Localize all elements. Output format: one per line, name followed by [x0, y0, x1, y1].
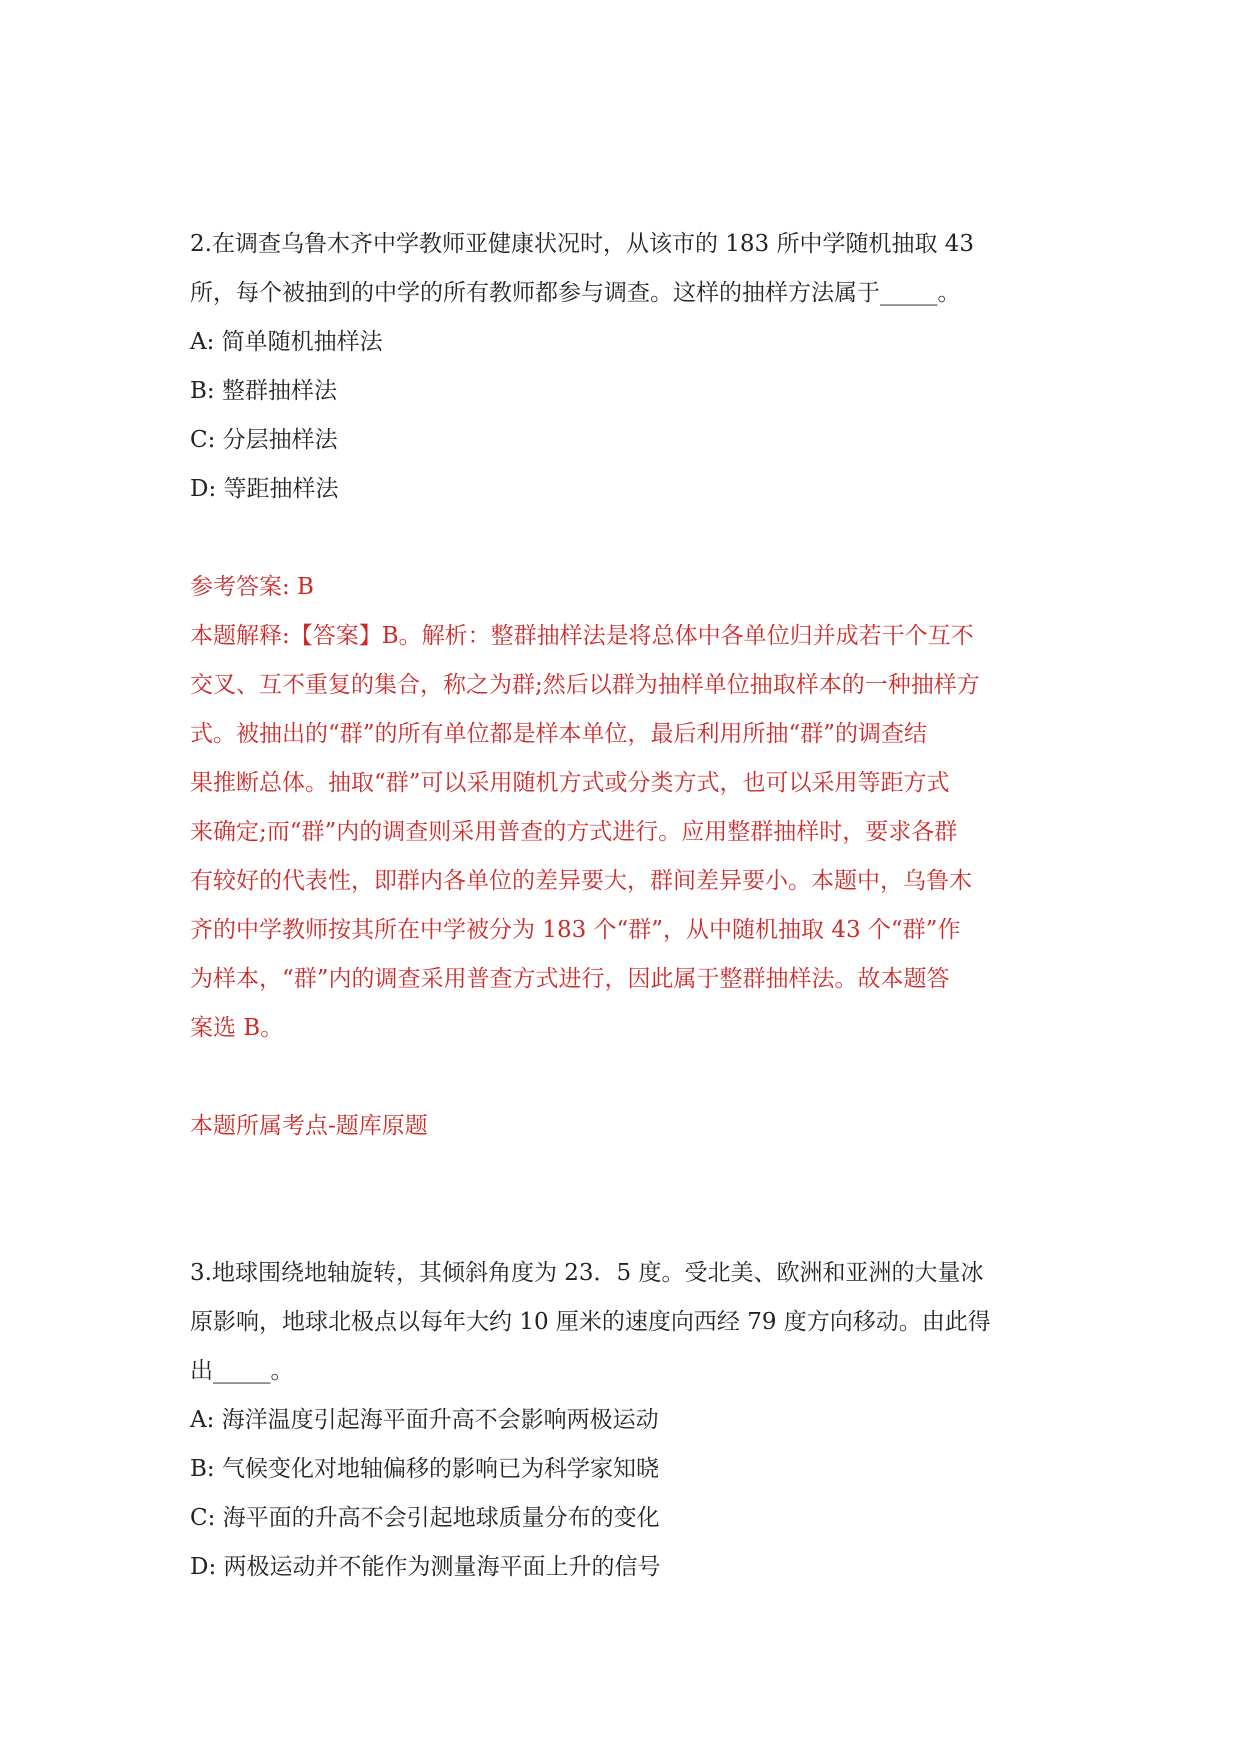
- question-3-option-a: A: 海洋温度引起海平面升高不会影响两极运动: [190, 1407, 659, 1433]
- explanation-line: 案选 B。: [190, 1015, 284, 1041]
- question-2-answer: 参考答案: B: [190, 574, 314, 600]
- explanation-line: 式。被抽出的“群”的所有单位都是样本单位，最后利用所抽“群”的调查结: [190, 721, 928, 747]
- question-2-stem-line-2: 所，每个被抽到的中学的所有教师都参与调查。这样的抽样方法属于_____。: [190, 280, 961, 306]
- question-2-option-c: C: 分层抽样法: [190, 427, 338, 453]
- question-2-explanation: [190, 612, 1070, 1053]
- question-3-option-c: C: 海平面的升高不会引起地球质量分布的变化: [190, 1505, 660, 1531]
- explanation-line: 齐的中学教师按其所在中学被分为 183 个“群”，从中随机抽取 43 个“群”作: [190, 917, 961, 943]
- explanation-line: 果推断总体。抽取“群”可以采用随机方式或分类方式，也可以采用等距方式: [190, 770, 950, 796]
- question-2-stem-line-1: 2.在调查乌鲁木齐中学教师亚健康状况时，从该市的 183 所中学随机抽取 43: [190, 231, 975, 257]
- document-page: [190, 220, 1070, 1592]
- explanation-line: 来确定;而“群”内的调查则采用普查的方式进行。应用整群抽样时，要求各群: [190, 819, 958, 845]
- question-3: [190, 1249, 1070, 1592]
- spacer: [190, 514, 1070, 563]
- question-3-option-b: B: 气候变化对地轴偏移的影响已为科学家知晓: [190, 1456, 659, 1482]
- question-3-stem-line-1: 3.地球围绕地轴旋转，其倾斜角度为 23．5 度。受北美、欧洲和亚洲的大量冰: [190, 1260, 984, 1286]
- question-2-option-d: D: 等距抽样法: [190, 476, 339, 502]
- spacer: [190, 1151, 1070, 1249]
- question-3-stem-line-3: 出_____。: [190, 1358, 294, 1384]
- question-2-option-b: B: 整群抽样法: [190, 378, 337, 404]
- spacer: [190, 1053, 1070, 1102]
- explanation-line: 为样本，“群”内的调查采用普查方式进行，因此属于整群抽样法。故本题答: [190, 966, 950, 992]
- question-2-option-a: A: 简单随机抽样法: [190, 329, 383, 355]
- explanation-line: 本题解释:【答案】B。解析：整群抽样法是将总体中各单位归并成若干个互不: [190, 623, 974, 649]
- explanation-line: 交叉、互不重复的集合，称之为群;然后以群为抽样单位抽取样本的一种抽样方: [190, 672, 980, 698]
- question-2-topic: 本题所属考点-题库原题: [190, 1113, 428, 1139]
- explanation-line: 有较好的代表性，即群内各单位的差异要大，群间差异要小。本题中，乌鲁木: [190, 868, 972, 894]
- question-2: [190, 220, 1070, 1151]
- question-3-stem-line-2: 原影响，地球北极点以每年大约 10 厘米的速度向西经 79 度方向移动。由此得: [190, 1309, 991, 1335]
- question-3-option-d: D: 两极运动并不能作为测量海平面上升的信号: [190, 1554, 661, 1580]
